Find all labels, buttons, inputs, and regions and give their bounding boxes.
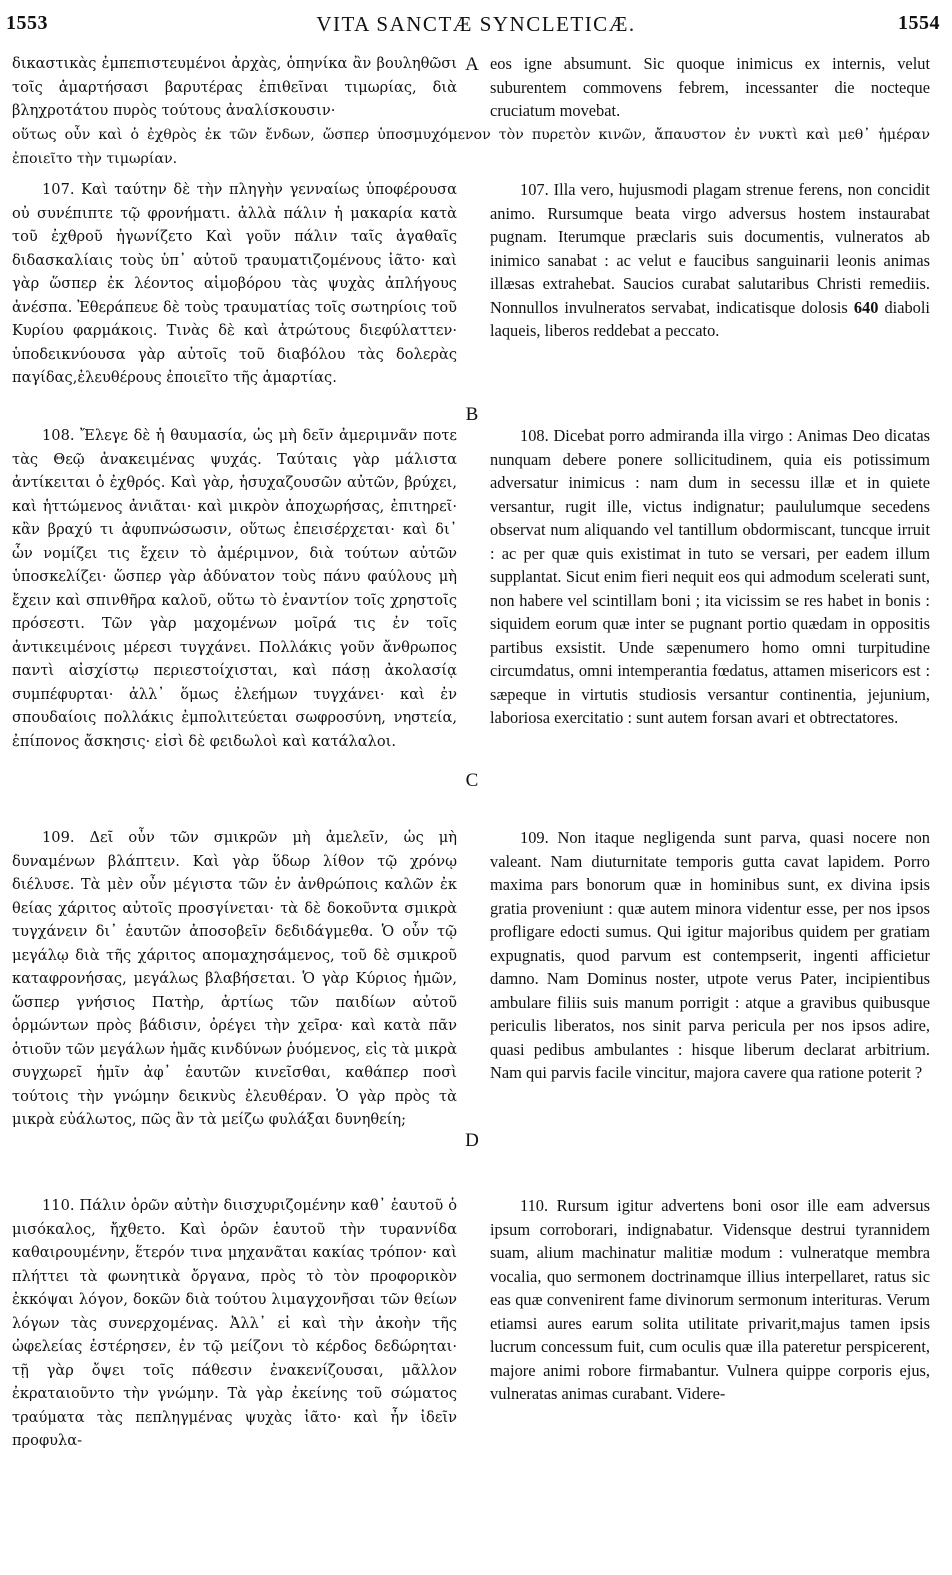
latin-text-part-1: 107. Illa vero, hujusmodi plagam strenue ferens, non concidit animo. Rursumque beata virgo adversus hostem instaurabat pugnam. Iterumque præclaris suis documentis, vulneratos ab inimico sanabat : ac velut e faucibus sanguinarii leonis animas illæsas extrahebat. Saucios curabat salutaribus Christi remediis. Nonnullos invulneratos servabat, indicatisque dolosis bbox=[490, 180, 930, 317]
latin-paragraph: 109. Non itaque negligenda sunt parva, quasi nocere non valeant. Nam diuturnitate temporis gutta cavat lapidem. Porro maxima pars bonorum quæ in hominibus sunt, ex divina ipsis gratia proveniunt : quæ autem minora videntur esse, per nos ipsos profligare edocti sumus. Qui igitur majoribus quidem per gratiam expugnatis, quod parvum est contempserit, ingenti afficietur damno. Nam Dominus noster, utpote verus Pater, incipientibus ambulare filiis suis manum porrigit : atque a gravibus quibusque periculis liberatos, nos sinit parva pericula per nos ipsos adire, quasi pedibus ambulantes : hisque liberum declarat arbitrium. Nam qui parvis facile vincitur, majora cavere qua ratione poterit ? bbox=[490, 828, 930, 1082]
column-number-left: 1553 bbox=[6, 12, 48, 34]
greek-section-110 bbox=[12, 1194, 457, 1453]
greek-section-109 bbox=[12, 826, 457, 1132]
greek-section-108 bbox=[12, 424, 457, 753]
greek-paragraph: 110. Πάλιν ὁρῶν αὐτὴν διισχυριζομένην καθ᾽ ἑαυτοῦ ὁ μισόκαλος, ἤχθετο. Καὶ ὁρῶν ἑαυτοῦ τὴν τυραννίδα καθαιρουμένην, ἕτερόν τινα μηχανᾶται κακίας τρόπον· καὶ πλήττει τὰ φωνητικὰ ὄργανα, πρὸς τὸ τὸν προφορικὸν ἐκκόψαι λόγον, δοκῶν διὰ τούτου λιμαγχονῆσαι τῶν θείων λόγων τὰς συνερχομένας. Ἀλλ᾽ εἰ καὶ τὴν ἀκοὴν τῆς ὠφελείας ἐστέρησεν, ἐν τῷ μείζονι τὸ κέρδος δεδώρηται· τῇ γὰρ ὄψει τοῖς πάθεσιν ἐνακενίζουσαι, μᾶλλον ἐκραταιοῦντο τὴν γνώμην. Τὰ γὰρ ἐκείνης τοῦ σώματος τραύματα τὰς πεπληγμένας ψυχὰς ἰᾶτο· καὶ ἦν ἰδεῖν προφυλα- bbox=[12, 1197, 457, 1449]
column-number-right: 1554 bbox=[898, 12, 940, 34]
margin-letter-a: A bbox=[465, 54, 479, 75]
greek-full-line bbox=[12, 124, 930, 171]
latin-opening bbox=[490, 52, 930, 123]
latin-section-109 bbox=[490, 826, 930, 1085]
greek-paragraph: 109. Δεῖ οὖν τῶν σμικρῶν μὴ ἀμελεῖν, ὡς μὴ δυναμένων βλάπτειν. Καὶ γὰρ ὕδωρ λίθον τῷ χρόνῳ διέλυσε. Τὰ μὲν οὖν μέγιστα τῶν ἐν ἀνθρώποις καλῶν ἐκ θείας χάριτος αὐτοῖς προσγίνεται· τὰ δὲ δοκοῦντα σμικρὰ τυγχάνειν δι᾽ ἑαυτῶν ἀποσοβεῖν δεδιδάγμεθα. Ὁ οὖν τῷ μεγάλῳ διὰ τῆς χάριτος απομαχησάμενος, τοῦ δὲ σμικροῦ καταφρονήσας, μεγάλως βλαβήσεται. Ὁ γὰρ Κύριος ἡμῶν, ὥσπερ γνήσιος Πατὴρ, ἀρτίως τῶν παιδίων αὐτοῦ ὁρμώντων πρὸς βάδισιν, ὀρέγει τὴν χεῖρα· καὶ κατὰ πᾶν ὁτιοῦν τῶν μεγάλων ἡμᾶς κινδύνων ῥυόμενος, εἰς τὰ μικρὰ συγχωρεῖ ἡμῖν ἀφ᾽ ἑαυτῶν κινεῖσθαι, καθάπερ ποσὶ τούτοις τὴν γνώμην δεικνὺς ἐλευθέραν. Ὁ γὰρ πρὸς τὰ μικρὰ εὐάλωτος, πῶς ἂν τὰ μείζω φυλάξαι δυνηθείη; bbox=[12, 829, 457, 1128]
latin-paragraph: 108. Dicebat porro admiranda illa virgo : Animas Deo dicatas nunquam debere ponere sollicitudinem, quia eis potissimum adversatur inimicus : nam dum in secessu illæ et in quiete versantur, rugit ille, victus indignatur; paululumque secedens observat num aliquando vel tantillum obdormiscant, tuncque irruit : ac per quæ quis existimat in tuto se versari, per eadem illum supplantat. Sicut enim fieri nequit eos qui admodum scelerati sunt, non habere vel scintillam boni ; ita vicissim se res habet in bonis : siquidem eorum quæ inter se pugnant portio quædam in oppositis partibus exsistit. Unde sæpenumero homo omni turpitudine circumdatus, omni intemperantia fœdatus, attamen misericors est : sæpeque in virtutis studiosis versantur continentia, jejunium, laboriosa exercitatio : sunt autem forsan avari et obtrectatores. bbox=[490, 426, 930, 727]
latin-text-part-2: diaboli laqueis, liberos reddebat a peccato. bbox=[490, 297, 930, 340]
column-reference-number: 640 bbox=[853, 297, 879, 317]
greek-paragraph: 108. Ἔλεγε δὲ ἡ θαυμασία, ὡς μὴ δεῖν ἀμεριμνᾶν ποτε τὰς Θεῷ ἀνακειμένας ψυχάς. Ταύταις γὰρ μάλιστα ἀντίκειται ὁ ἐχθρός. Καὶ γὰρ, ἡσυχαζουσῶν αὐτῶν, βρύχει, καὶ ἡττώμενος ἀνιᾶται· καὶ μικρὸν ἀποχωρήσας, ἐπιτηρεῖ· κἂν βραχύ τι ἀφυπνώσωσιν, οὕτως ἐπεισέρχεται· καὶ δι᾽ ὧν νομίζει τις ἔχειν τὸ ἀμέριμνον, διὰ τούτων αὐτῶν ὑποσκελίζει· ὥσπερ γὰρ ἀδύνατον τοὺς πάνυ φαύλους μὴ ἔχειν καὶ σπινθῆρα καλοῦ, οὕτω τὸ ἐναντίον τοῖς χρηστοῖς πρόσεστι. Τῶν γὰρ μαχομένων μοῖρά τις ἐν τοῖς ἀντικειμένοις μέρεσι τυγχάνει. Πολλάκις γοῦν ἄνθρωπος παντὶ αἰσχίστῳ περιεστοίχισται, καὶ πάσῃ ἀκολασίᾳ συμπέφυρται· ἀλλ᾽ ὅμως ἐλεήμων τυγχάνει· καὶ ἐν σπουδαίοις πολλάκις ἐμπολιτεύεται σωφροσύνη, νηστεία, ἐπίπονος ἄσκησις· εἰσὶ δὲ φειδωλοὶ καὶ κατάλαλοι. bbox=[12, 427, 457, 750]
margin-letter-b: B bbox=[465, 404, 479, 425]
greek-section-107 bbox=[12, 178, 457, 390]
greek-opening bbox=[12, 52, 457, 122]
margin-letter-d: D bbox=[465, 1130, 479, 1151]
page-header bbox=[0, 12, 952, 42]
latin-section-110 bbox=[490, 1194, 930, 1406]
latin-paragraph: 110. Rursum igitur advertens boni osor ille eam adversus ipsum corroborari, indignabatur. Vidensque destrui tyrannidem suam, alium machinatur malitiæ modum : vulneratque membra vocalia, quo sermonem doctrinamque illius interpellaret, ratus sic eas quæ convenirent fame divinorum sermonum interituras. Verum etiamsi aures earum solita utilitate privarit,majus tamen ipsis lucrum concessum fuit, cum oculis quæ illa pateretur perspicerent, majore animi robore firmabantur. Vulnera quippe corporis ejus, vulneratas animas curabant. Videre- bbox=[490, 1196, 930, 1403]
greek-full-line-text: οὕτως οὖν καὶ ὁ ἐχθρὸς ἐκ τῶν ἔνδων, ὥσπερ ὑποσμυχόμενον τὸν πυρετὸν κινῶν, ἄπαυστον ἐν νυκτὶ καὶ μεθ᾽ ἡμέραν ἐποιεῖτο τὴν τιμωρίαν. bbox=[12, 127, 930, 167]
greek-opening-text: δικαστικὰς ἐμπεπιστευμένοι ἀρχὰς, ὁπηνίκα ἂν βουληθῶσι τοῖς ἁμαρτήσασι βαρυτέρας ἐπιθεῖναι τιμωρίας, διὰ βληχροτάτου πυρὸς τούτους ἀναλίσκουσιν· bbox=[12, 55, 457, 119]
greek-paragraph: 107. Καὶ ταύτην δὲ τὴν πληγὴν γενναίως ὑποφέρουσα οὐ συνέπιπτε τῷ φρονήματι. ἀλλὰ πάλιν ἡ μακαρία κατὰ τοῦ ἐχθροῦ ἠγωνίζετο Καὶ γοῦν πάλιν ταῖς ἀγαθαῖς διδασκαλίαις τοὺς ὑπ᾽ αὐτοῦ τραυματιζομένους ἰᾶτο· καὶ γὰρ ὥσπερ ἐκ λέοντος αἱμοβόρου τὰς ψυχὰς ἀπλήγους ἀνέσπα. Ἐθεράπευε δὲ τοὺς τραυματίας τοῖς σωτηρίοις τοῦ Κυρίου φαρμάκοις. Τινὰς δὲ καὶ ἀτρώτους διεφύλαττεν· ὑποδεικνύουσα γὰρ αὐτοῖς τοῦ διαβόλου τὰς δολερὰς παγίδας,ἐλευθέρους ἐποιεῖτο τῆς ἁμαρτίας. bbox=[12, 181, 457, 386]
latin-paragraph bbox=[490, 178, 930, 343]
running-title: VITA SANCTÆ SYNCLETICÆ. bbox=[316, 12, 636, 36]
margin-letter-c: C bbox=[465, 770, 479, 791]
latin-opening-text: eos igne absumunt. Sic quoque inimicus ex internis, velut suburentem commovens febrem, incessanter die nocteque cruciatum movebat. bbox=[490, 54, 930, 120]
latin-section-107 bbox=[490, 178, 930, 343]
latin-section-108 bbox=[490, 424, 930, 730]
